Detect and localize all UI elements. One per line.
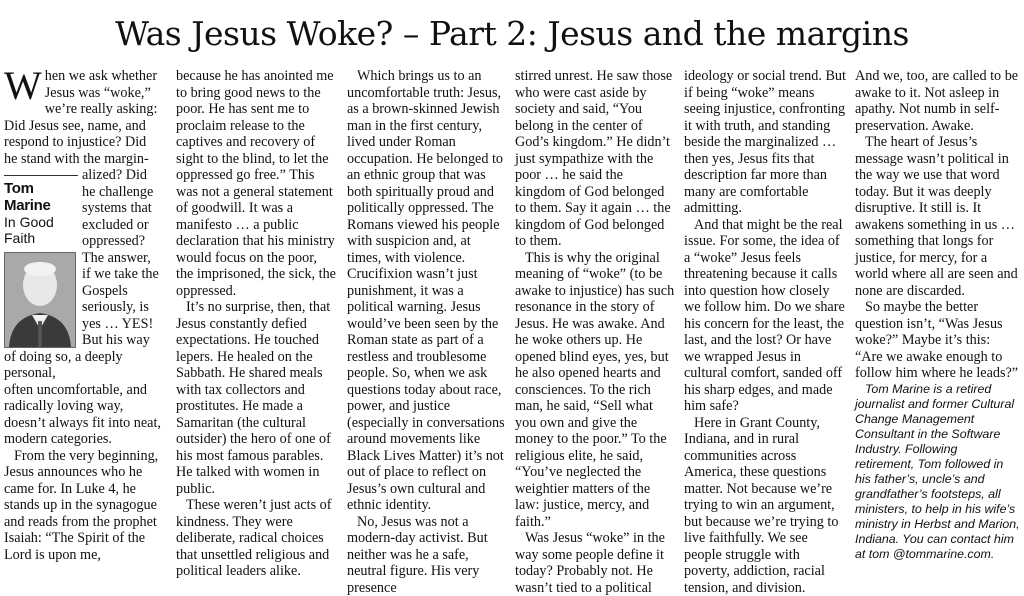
- author-photo: [4, 252, 76, 348]
- paragraph: ideology or social trend. But if being “woke” means seeing injustice, confronting it with truth, and standing beside the marginalized … then yes, Jesus fits that description far more than many are comfortable admitting.: [684, 68, 846, 217]
- paragraph: because he has anointed me to bring good news to the poor. He has sent me to proclaim release to the captives and recovery of sight to the blind, to let the oppressed go free.” This was not a general statement of goodwill. It was a manifesto … a public declaration that his ministry would focus on the poor, the imprisoned, the sick, the oppressed.: [176, 68, 336, 299]
- lead-text-a: hen we ask whether Jesus was “woke,” we’re really asking: Did Jesus see, name, and respond to injustice? Did he stand with the margin-: [4, 68, 157, 167]
- column-6: [855, 68, 1020, 530]
- lead-text-c: often uncomfortable, and radically loving way, doesn’t always fit into neat, modern categories.: [4, 382, 162, 448]
- paragraph: From the very beginning, Jesus announces who he came for. In Luke 4, he stands up in the synagogue and reads from the prophet Isaiah: “The Spirit of the Lord is upon me,: [4, 448, 162, 564]
- byline: [4, 175, 78, 348]
- paragraph: And we, too, are called to be awake to it. Not asleep in apathy. Not numb in self-preservation. Awake.: [855, 68, 1020, 134]
- paragraph: Was Jesus “woke” in the way some people define it today? Probably not. He wasn’t tied to a political: [515, 530, 675, 596]
- author-bio: Tom Marine is a retired journalist and former Cultural Change Management Consultant in the Software Industry. Following retirement, Tom followed in his father’s, uncle’s and grandfather’s footsteps, all ministers, to help in his wife’s ministry in Herbst and Marion, Indiana. You can contact him at tom @tommarine.com.: [855, 382, 1020, 562]
- paragraph: So maybe the better question isn’t, “Was Jesus woke?” Maybe it’s this: “Are we awake enough to follow him where he leads?”: [855, 299, 1020, 382]
- paragraph: The heart of Jesus’s message wasn’t political in the way we use that word today. But it was deeply disruptive. It still is. It awakens something in us … something that longs for justice, for mercy, for a world where all are seen and none are discarded.: [855, 134, 1020, 299]
- paragraph: These weren’t just acts of kindness. They were deliberate, radical choices that unsettled religious and political leaders alike.: [176, 497, 336, 580]
- paragraph: No, Jesus was not a modern-day activist. But neither was he a safe, neutral figure. His very presence: [347, 514, 507, 596]
- lead-text-b: alized? Did he challenge systems that excluded or oppressed? The answer, if we take the Gospels seriously, is yes … YES! But his way of doing so, a deeply personal,: [4, 167, 162, 382]
- column-2: [176, 68, 336, 530]
- paragraph: Which brings us to an uncomfortable truth: Jesus, as a brown-skinned Jewish man in the first century, lived under Roman occupation. He belonged to an ethnic group that was both spiritually proud and politically oppressed. The Romans viewed his people with suspicion and, at times, with violence. Crucifixion wasn’t just punishment, it was a political warning. Jesus would’ve been seen by the Roman state as part of a restless and troublesome people. So, when we ask questions today about race, power, and justice (especially in conversations around movements like Black Lives Matter) it’s not out of place to reflect on Jesus’s own cultural and ethnic identity.: [347, 68, 507, 514]
- paragraph: This is why the original meaning of “woke” (to be awake to injustice) has such resonance in the story of Jesus. He was awake. And he woke others up. He opened blind eyes, yes, but he also opened hearts and consciences. To the rich man, he said, “Sell what you own and give the money to the poor.” To the religious elite, he said, “You’ve neglected the weightier matters of the law: justice, mercy, and faith.”: [515, 250, 675, 531]
- column-3: [347, 68, 507, 530]
- column-1: [4, 68, 162, 530]
- column-5: [684, 68, 846, 530]
- lead-paragraph: [4, 68, 162, 167]
- paragraph: It’s no surprise, then, that Jesus constantly defied expectations. He touched lepers. He healed on the Sabbath. He shared meals with tax collectors and prostitutes. He made a Samaritan (the cultural outsider) the hero of one of his most famous parables. He talked with women in public.: [176, 299, 336, 497]
- paragraph: Here in Grant County, Indiana, and in rural communities across America, these questions matter. Not because we’re trying to win an argument, but because we’re trying to live faithfully. We see people struggle with poverty, addiction, racial tension, and division.: [684, 415, 846, 596]
- author-portrait-image: [5, 253, 75, 347]
- drop-cap: W: [4, 70, 42, 102]
- headline: Was Jesus Woke? – Part 2: Jesus and the margins: [0, 14, 1024, 53]
- paragraph: And that might be the real issue. For some, the idea of a “woke” Jesus feels threatening because it calls into question how closely we follow him. Do we share his concern for the least, the last, and the lost? Or have we wrapped Jesus in cultural comfort, sanded off his sharp edges, and made him safe?: [684, 217, 846, 415]
- author-name: Tom Marine: [4, 180, 78, 214]
- column-name: In Good Faith: [4, 214, 78, 246]
- paragraph: stirred unrest. He saw those who were cast aside by society and said, “You belong in the center of God’s kingdom.” He didn’t just sympathize with the poor … he said the kingdom of God belonged to them. Say it again … the kingdom of God belonged to them.: [515, 68, 675, 250]
- column-4: [515, 68, 675, 530]
